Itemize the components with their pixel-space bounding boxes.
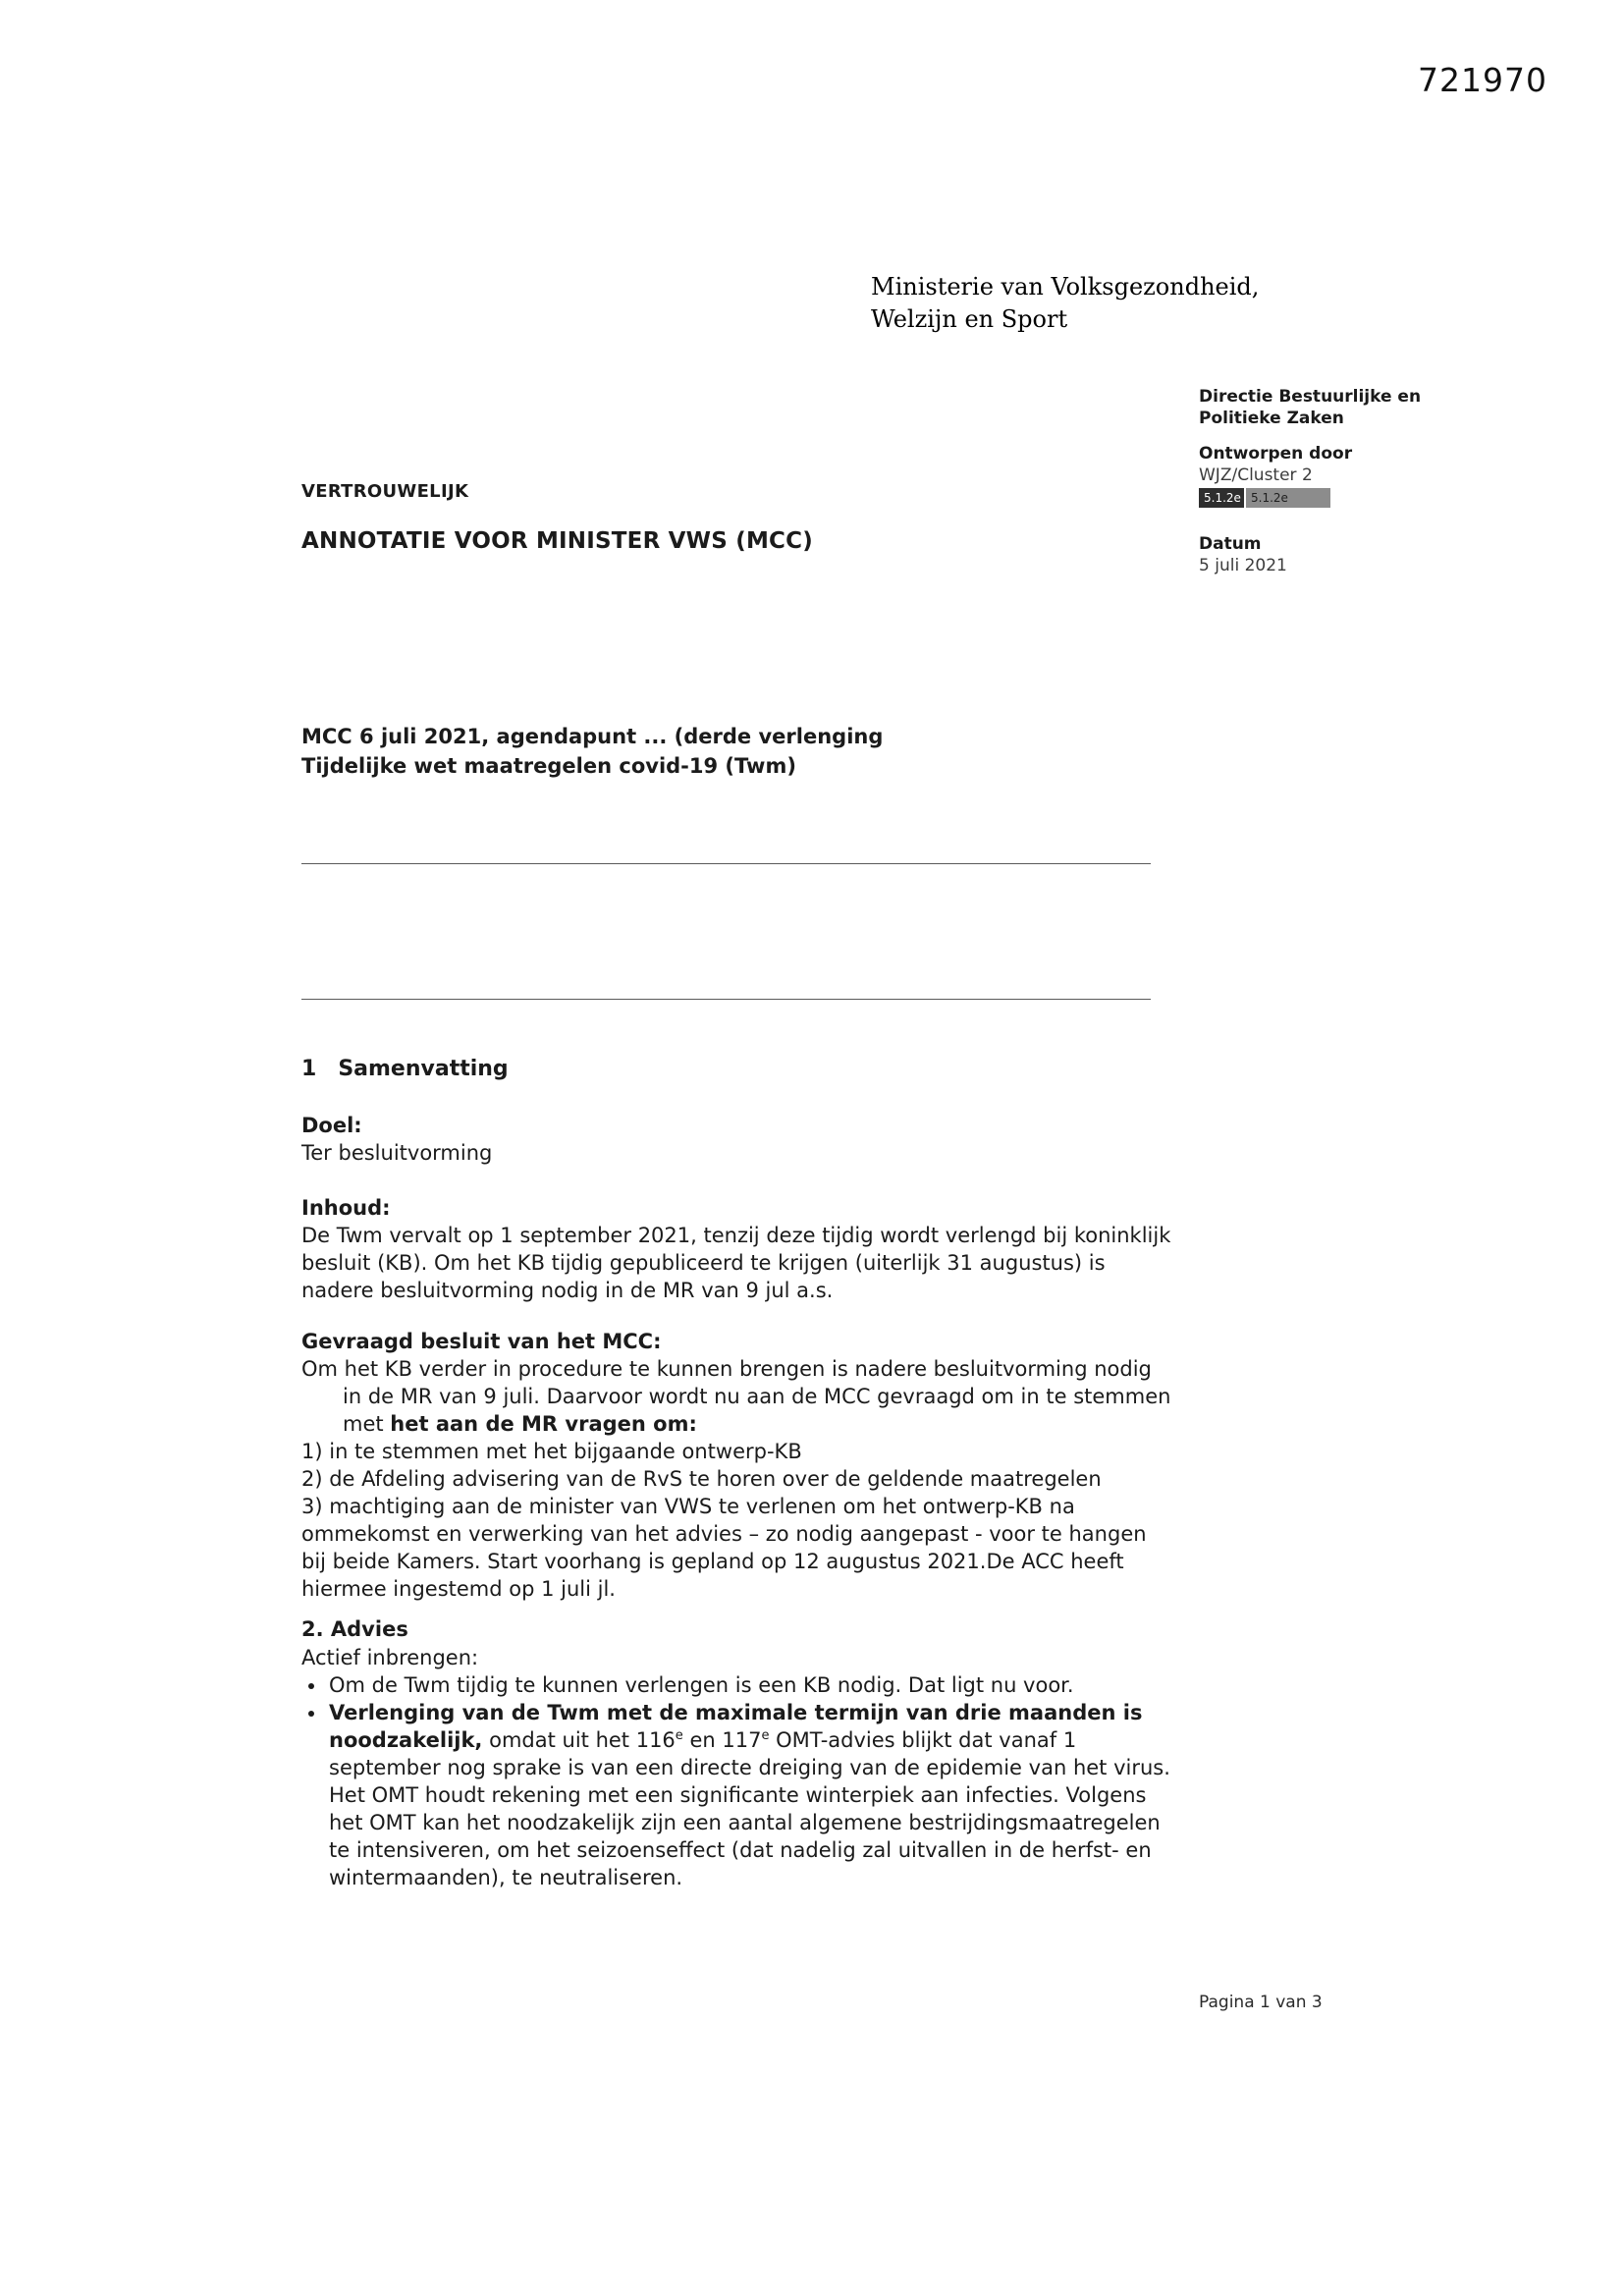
ministry-name-line2: Welzijn en Sport (871, 305, 1068, 333)
advies-bullet-2-sup-2: e (761, 1728, 770, 1743)
page-number-footer: Pagina 1 van 3 (1199, 1993, 1323, 2012)
subject-line2: Tijdelijke wet maatregelen covid-19 (Twm) (301, 754, 796, 778)
advies-bullet-list (301, 1671, 1175, 1891)
advies-bullet-2-text-c: OMT-advies blijkt dat vanaf 1 september nog sprake is van een directe dreiging van de epidemie van het virus. Het OMT houdt rekening met een significante winterpiek aan infecties. Volgens het OMT kan het noodzakelijk zijn een aantal algemene bestrijdingsmaatregelen te intensiveren, om het seizoenseffect (dat nadelig zal uitvallen in de herfst- en wintermaanden), te neutraliseren. (329, 1728, 1170, 1889)
section-1-number: 1 (301, 1057, 317, 1081)
advies-bullet-2-text-b: en 117 (682, 1728, 762, 1752)
document-title: ANNOTATIE VOOR MINISTER VWS (MCC) (301, 528, 813, 554)
metadata-sidebar (1199, 386, 1444, 576)
doel-text: Ter besluitvorming (301, 1141, 493, 1165)
advies-bullet-2-sup-1: e (675, 1728, 683, 1743)
advies-intro: Actief inbrengen: (301, 1646, 479, 1669)
date-value: 5 juli 2021 (1199, 556, 1287, 575)
divider-line-1 (301, 863, 1151, 864)
directorate-line1: Directie Bestuurlijke en (1199, 387, 1422, 407)
inhoud-label: Inhoud: (301, 1196, 391, 1220)
request-item-1: 1) in te stemmen met het bijgaande ontwerp-KB (301, 1440, 802, 1463)
directorate-line2: Politieke Zaken (1199, 409, 1344, 428)
designed-by-value: WJZ/Cluster 2 (1199, 465, 1313, 485)
document-body (301, 478, 1175, 1891)
ministry-name-line1: Ministerie van Volksgezondheid, (871, 273, 1260, 301)
redaction-code-light: 5.1.2e (1246, 488, 1330, 508)
request-item-2: 2) de Afdeling advisering van de RvS te horen over de geldende maatregelen (301, 1467, 1102, 1491)
designed-by-label: Ontworpen door (1199, 444, 1353, 464)
section-1-title: Samenvatting (338, 1057, 509, 1081)
doel-label: Doel: (301, 1114, 362, 1137)
subject-block (301, 722, 1175, 781)
classification-marking: VERTROUWELIJK (301, 481, 469, 502)
gevraagd-besluit-intro (301, 1355, 1175, 1438)
advies-bullet-2-bold: Verlenging van de Twm met de maximale termijn van drie maanden is noodzakelijk, (329, 1701, 1143, 1752)
document-number: 721970 (1418, 61, 1547, 99)
date-label: Datum (1199, 534, 1262, 554)
advies-bullet-2 (327, 1699, 1175, 1891)
ministry-wordmark (871, 271, 1259, 336)
section-1-heading (301, 1055, 1175, 1084)
gevraagd-besluit-label: Gevraagd besluit van het MCC: (301, 1330, 662, 1353)
section-2-heading: 2. Advies (301, 1617, 408, 1641)
advies-bullet-1: • Om de Twm tijdig te kunnen verlengen is een KB nodig. Dat ligt nu voor. (327, 1671, 1175, 1699)
gevraagd-intro-normal: Om het KB verder in procedure te kunnen brengen is nadere besluitvorming nodig in de MR van 9 juli. Daarvoor wordt nu aan de MCC gevraagd om in te stemmen met (301, 1357, 1171, 1436)
request-item-3: 3) machtiging aan de minister van VWS te verlenen om het ontwerp-KB na ommekomst en verwerking van het advies – zo nodig aangepast - voor te hangen bij beide Kamers. Start voorhang is gepland op 12 augustus 2021.De ACC heeft hiermee ingestemd op 1 juli jl. (301, 1495, 1147, 1601)
gevraagd-intro-bold: het aan de MR vragen om: (390, 1412, 697, 1436)
inhoud-paragraph: De Twm vervalt op 1 september 2021, tenzij deze tijdig wordt verlengd bij koninklijk besluit (KB). Om het KB tijdig gepubliceerd te krijgen (uiterlijk 31 augustus) is nadere besluitvorming nodig in de MR van 9 jul a.s. (301, 1224, 1171, 1302)
advies-bullet-2-text-a: omdat uit het 116 (482, 1728, 676, 1752)
redaction-code-dark: 5.1.2e (1199, 488, 1244, 508)
divider-line-2 (301, 999, 1151, 1000)
redaction-bars (1199, 488, 1444, 508)
subject-line1: MCC 6 juli 2021, agendapunt ... (derde verlenging (301, 725, 884, 748)
